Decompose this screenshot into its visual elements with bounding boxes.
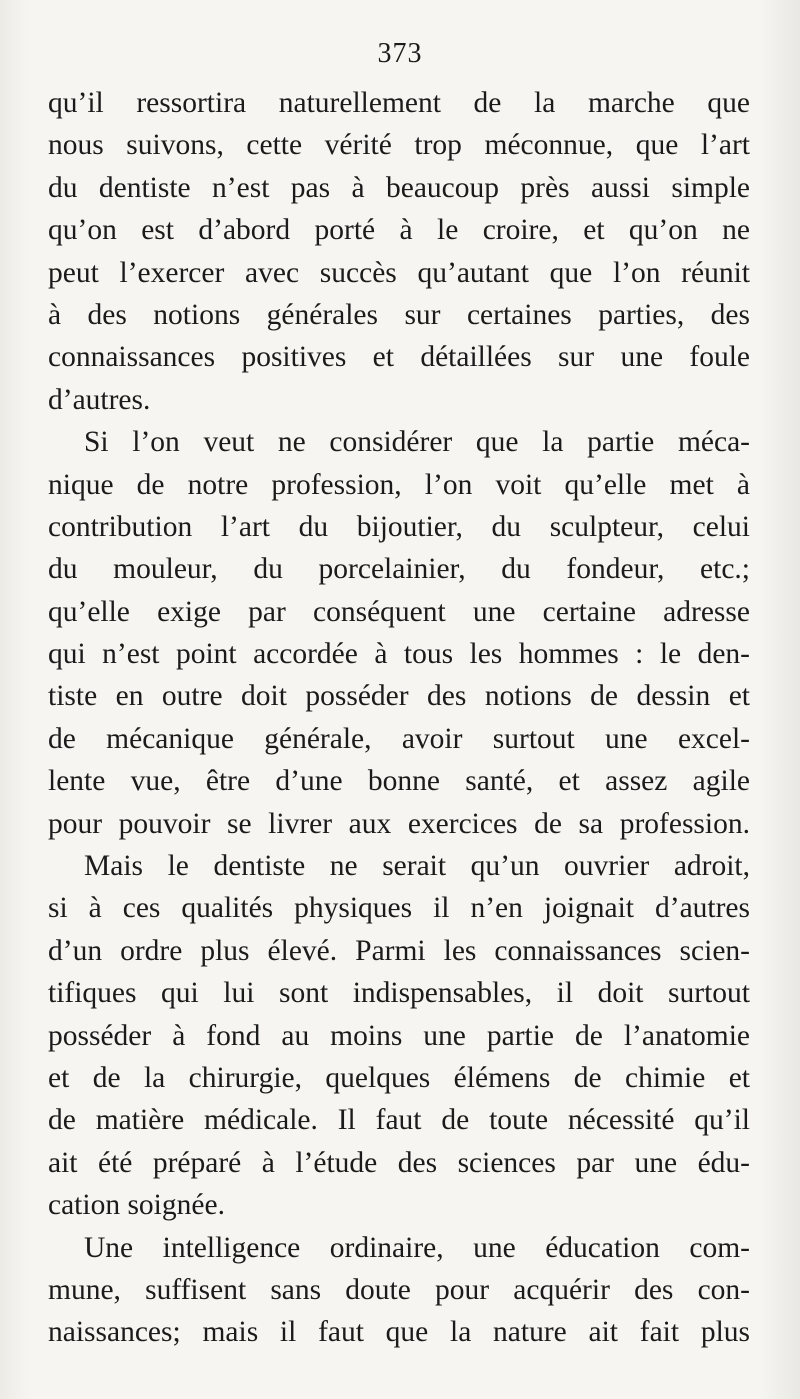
paragraph (48, 845, 750, 1227)
text-line: ait été préparé à l’étude des sciences par une édu- (48, 1146, 750, 1179)
paragraph (48, 1227, 750, 1354)
text-line: tifiques qui lui sont indispensables, il doit surtout (48, 977, 750, 1010)
text-line: nique de notre profession, l’on voit qu’elle met à (48, 468, 750, 501)
text-line: à des notions générales sur certaines parties, des (48, 298, 750, 331)
text-line: de matière médicale. Il faut de toute nécessité qu’il (48, 1104, 750, 1137)
text-line: nous suivons, cette vérité trop méconnue, que l’art (48, 129, 750, 162)
text-line: lente vue, être d’une bonne santé, et assez agile (48, 765, 750, 798)
text-line: qu’on est d’abord porté à le croire, et qu’on ne (48, 214, 750, 247)
text-line: de mécanique générale, avoir surtout une excel- (48, 722, 750, 755)
text-line: qui n’est point accordée à tous les hommes : le den- (48, 638, 750, 671)
text-line: et de la chirurgie, quelques élémens de chimie et (48, 1061, 750, 1094)
paragraph (48, 82, 750, 421)
text-line: contribution l’art du bijoutier, du sculpteur, celui (48, 510, 750, 543)
text-line: d’autres. (48, 383, 151, 416)
text-line: naissances; mais il faut que la nature ait fait plus (48, 1316, 750, 1349)
text-line: du mouleur, du porcelainier, du fondeur, etc.; (48, 553, 750, 586)
text-line: cation soignée. (48, 1189, 225, 1222)
body-text (48, 82, 750, 1354)
text-line: qu’il ressortira naturellement de la marche que (48, 87, 750, 119)
text-line: qu’elle exige par conséquent une certaine adresse (48, 595, 750, 628)
text-line: pour pouvoir se livrer aux exercices de sa profession. (48, 807, 750, 840)
text-line: mune, suffisent sans doute pour acquérir des con- (48, 1273, 750, 1306)
text-line: peut l’exercer avec succès qu’autant que l’on réunit (48, 256, 750, 289)
text-line: Une intelligence ordinaire, une éducation com- (84, 1231, 750, 1264)
text-line: posséder à fond au moins une partie de l’anatomie (48, 1019, 750, 1052)
text-line: connaissances positives et détaillées sur une foule (48, 341, 750, 374)
text-line: d’un ordre plus élevé. Parmi les connaissances scien- (48, 934, 750, 967)
text-line: du dentiste n’est pas à beaucoup près aussi simple (48, 171, 750, 204)
paragraph (48, 421, 750, 845)
text-line: si à ces qualités physiques il n’en joignait d’autres (48, 892, 750, 925)
text-line: Si l’on veut ne considérer que la partie méca- (84, 426, 750, 459)
page-number: 373 (377, 38, 423, 69)
text-line: Mais le dentiste ne serait qu’un ouvrier adroit, (84, 850, 750, 883)
text-line: tiste en outre doit posséder des notions de dessin et (48, 680, 750, 713)
